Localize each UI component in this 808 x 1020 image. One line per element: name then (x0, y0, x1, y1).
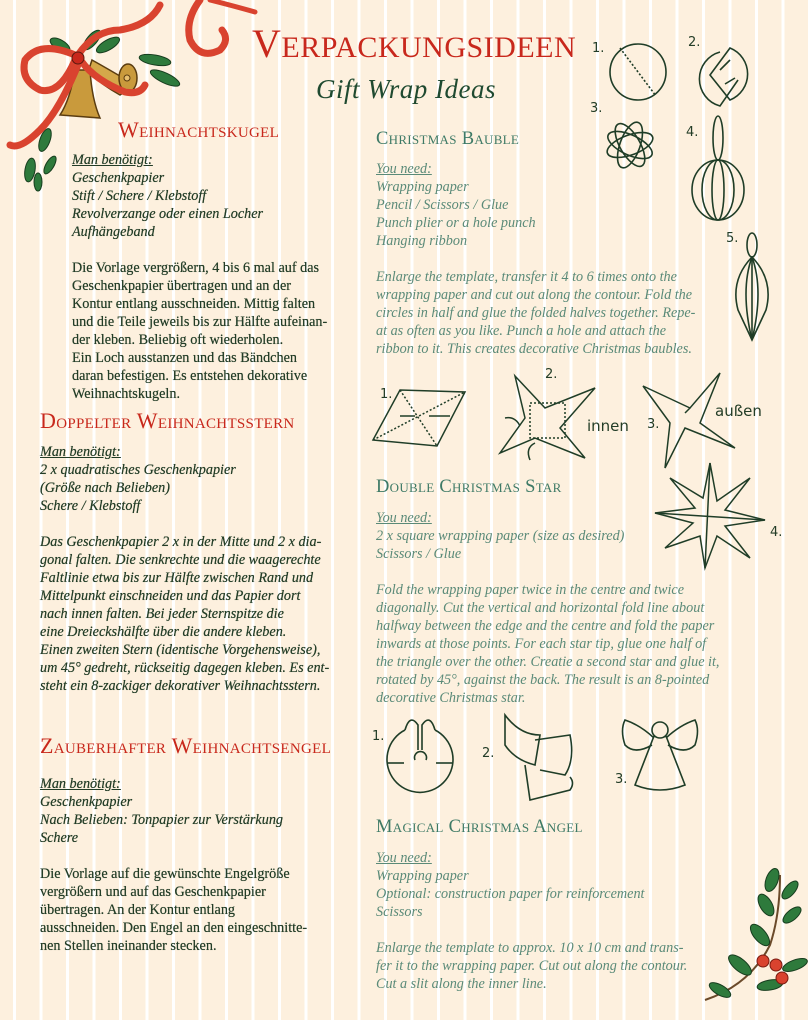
needs-item: Hanging ribbon (376, 233, 468, 249)
instruction-line: Faltlinie etwa bis zur Hälfte zwischen Rand und (40, 570, 314, 586)
instruction-line: nen Stellen ineinander stecken. (40, 938, 217, 954)
heading-christmas-bauble: Christmas Bauble (376, 129, 520, 149)
instruction-line: Die Vorlage auf die gewünschte Engelgröße (40, 866, 290, 882)
needs-list (40, 461, 360, 515)
needs-item: Schere / Klebstoff (40, 498, 141, 514)
step-label: 2. (688, 35, 701, 50)
instruction-line: Mittelpunkt einschneiden und das Papier dort (40, 588, 301, 604)
instruction-line: Das Geschenkpapier 2 x in der Mitte und 2 x dia- (40, 534, 322, 550)
bauble-step-4-icon (692, 116, 744, 220)
bauble-step-2-icon (699, 48, 747, 106)
angel-steps-illustration (370, 705, 690, 805)
instruction-line: rotated by 45°, against the back. The result is an 8-pointed (376, 672, 710, 688)
step-label: 1. (592, 41, 605, 56)
step-label: 3. (590, 101, 603, 116)
instruction-line: daran befestigen. Es entstehen dekorative (72, 368, 308, 384)
instruction-line: diagonally. Cut the vertical and horizontal fold line about (376, 600, 705, 616)
step-label: 4. (686, 125, 699, 140)
instruction-line: Weihnachtskugeln. (72, 386, 180, 402)
needs-item: Wrapping paper (376, 179, 469, 195)
step-label: 3. (647, 417, 660, 432)
instructions (72, 259, 362, 403)
instruction-line: der kleben. Beliebig oft wiederholen. (72, 332, 284, 348)
step-label: 2. (482, 746, 495, 761)
instruction-line: gonal falten. Die senkrechte und die waagerechte (40, 552, 321, 568)
instructions (40, 533, 360, 695)
instruction-line: steht ein 8-zackiger dekorativer Weihnachtsstern. (40, 678, 321, 694)
instruction-line: wrapping paper and cut out along the contour. Fold the (376, 287, 693, 303)
angel-step-3-icon (623, 720, 698, 790)
instructions (376, 581, 776, 707)
needs-item: Nach Belieben: Tonpapier zur Verstärkung (40, 812, 284, 828)
page-title-en: Gift Wrap Ideas (316, 74, 496, 104)
bauble-step-3-icon (604, 119, 656, 171)
instruction-line: at as often as you like. Punch a hole and attach the (376, 323, 666, 339)
heading-double-christmas-star: Double Christmas Star (376, 477, 562, 497)
bauble-steps-illustration (580, 30, 780, 350)
needs-item: 2 x quadratisches Geschenkpapier (40, 462, 236, 478)
instruction-line: und die Teile jeweils bis zur Hälfte aufeinan- (72, 314, 328, 330)
needs-label: Man benötigt: (72, 152, 153, 168)
star-step-2-icon (500, 376, 595, 460)
instruction-line: eine Dreieckshälfte über die andere kleben. (40, 624, 287, 640)
section-weihnachtskugel (72, 151, 362, 403)
bauble-step-1-icon (610, 44, 666, 100)
needs-list (40, 793, 360, 847)
instruction-line: decorative Christmas star. (376, 690, 526, 706)
instruction-line: inwards at those points. For each star tip, glue one half of (376, 636, 707, 652)
bauble-step-5-icon (736, 233, 768, 340)
needs-item: Scissors (376, 904, 423, 920)
instruction-line: Geschenkpapier übertragen und an der (72, 278, 292, 294)
instruction-line: fer it to the wrapping paper. Cut out along the contour. (376, 958, 688, 974)
star-steps-illustration (365, 368, 785, 568)
instructions (40, 865, 360, 955)
needs-item: Schere (40, 830, 79, 846)
needs-item: Geschenkpapier (40, 794, 133, 810)
step-label: 5. (726, 231, 739, 246)
heading-magical-christmas-angel: Magical Christmas Angel (376, 817, 583, 837)
innen-label: innen (587, 417, 629, 435)
needs-item: Wrapping paper (376, 868, 469, 884)
instruction-line: Fold the wrapping paper twice in the centre and twice (376, 582, 684, 598)
instruction-line: übertragen. An der Kontur entlang (40, 902, 236, 918)
heading-weihnachtskugel: Weihnachtskugel (118, 117, 280, 142)
needs-item: Optional: construction paper for reinforcement (376, 886, 645, 902)
step-label: 1. (372, 729, 385, 744)
angel-step-2-icon (505, 715, 573, 800)
berry-sprig-illustration (700, 865, 808, 1015)
instruction-line: vergrößern und auf das Geschenkpapier (40, 884, 266, 900)
title-initial: V (252, 21, 282, 66)
instruction-line: Ein Loch ausstanzen und das Bändchen (72, 350, 297, 366)
needs-label: You need: (376, 161, 432, 177)
needs-label: Man benötigt: (40, 444, 121, 460)
instruction-line: circles in half and glue the folded halves together. Repe- (376, 305, 696, 321)
heading-zauberhafter-weihnachtsengel: Zauberhafter Weihnachtsengel (40, 733, 332, 758)
instruction-line: the triangle over the other. Creatie a second star and glue it, (376, 654, 720, 670)
instruction-line: Die Vorlage vergrößern, 4 bis 6 mal auf das (72, 260, 320, 276)
section-doppelter-weihnachtsstern (40, 443, 360, 695)
needs-item: Scissors / Glue (376, 546, 462, 562)
step-label: 4. (770, 525, 783, 540)
needs-label: Man benötigt: (40, 776, 121, 792)
heading-doppelter-weihnachtsstern: Doppelter Weihnachtsstern (40, 408, 295, 433)
step-label: 2. (545, 367, 558, 382)
instruction-line: halfway between the edge and the centre and fold the paper (376, 618, 715, 634)
title-rest: ERPACKUNGSIDEEN (281, 31, 577, 64)
instruction-line: Enlarge the template, transfer it 4 to 6 times onto the (376, 269, 677, 285)
needs-item: Aufhängeband (72, 224, 155, 240)
needs-label: You need: (376, 510, 432, 526)
section-zauberhafter-weihnachtsengel (40, 775, 360, 955)
instruction-line: Enlarge the template to approx. 10 x 10 cm and trans- (376, 940, 684, 956)
needs-item: (Größe nach Belieben) (40, 480, 171, 496)
instruction-line: Kontur entlang ausschneiden. Mittig falten (72, 296, 316, 312)
needs-item: Punch plier or a hole punch (376, 215, 536, 231)
needs-item: Stift / Schere / Klebstoff (72, 188, 207, 204)
step-label: 3. (615, 772, 628, 787)
needs-item: Geschenkpapier (72, 170, 165, 186)
needs-item: Pencil / Scissors / Glue (376, 197, 509, 213)
needs-label: You need: (376, 850, 432, 866)
needs-list (72, 169, 362, 241)
step-label: 1. (380, 387, 393, 402)
aussen-label: außen (715, 402, 762, 420)
instruction-line: Einen zweiten Stern (identische Vorgehensweise), (40, 642, 321, 658)
instruction-line: um 45° gedreht, rückseitig dagegen kleben. Es ent- (40, 660, 330, 676)
needs-item: Revolverzange oder einen Locher (72, 206, 264, 222)
instruction-line: ausschneiden. Den Engel an den eingeschnitte- (40, 920, 308, 936)
angel-step-1-icon (387, 720, 453, 792)
needs-item: 2 x square wrapping paper (size as desired) (376, 528, 625, 544)
page-title-de (252, 20, 576, 67)
star-step-4-icon (655, 463, 765, 568)
instruction-line: Cut a slit along the inner line. (376, 976, 547, 992)
instruction-line: nach innen falten. Bei jeder Sternspitze die (40, 606, 284, 622)
instruction-line: ribbon to it. This creates decorative Christmas baubles. (376, 341, 692, 357)
